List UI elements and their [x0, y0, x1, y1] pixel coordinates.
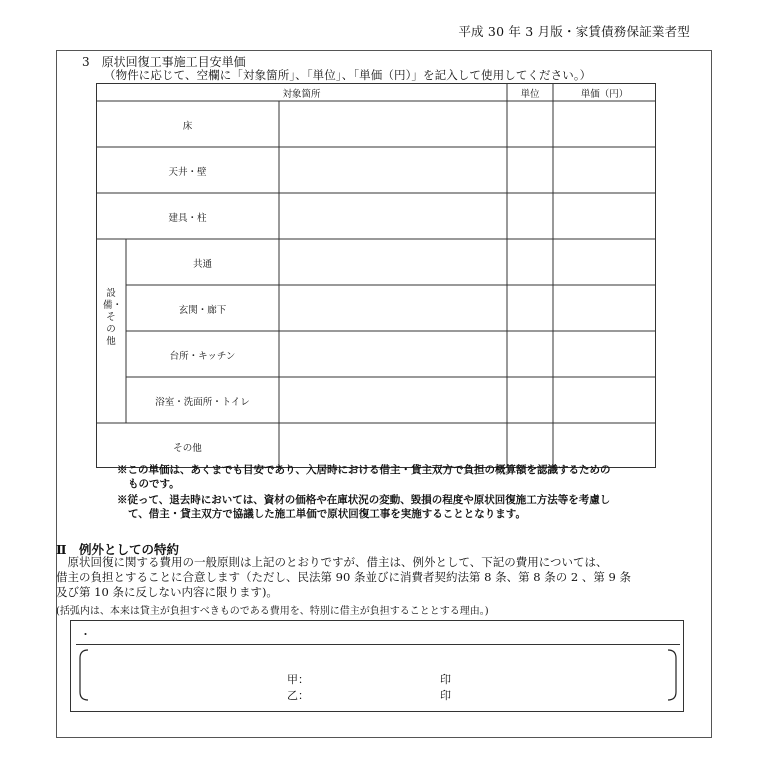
- document-version-header: 平成 30 年 3 月版・家賃債務保証業者型: [458, 24, 690, 39]
- col-header-unit-price: 単価（円）: [580, 89, 629, 100]
- section3-title: 3 原状回復工事施工目安単価: [82, 55, 246, 69]
- clause-bullet: ・: [80, 628, 91, 641]
- row-label-other: その他: [173, 443, 202, 454]
- section2-title: Ⅱ 例外としての特約: [56, 542, 180, 557]
- row-label-entrance-hallway: 玄関・廊下: [178, 305, 227, 316]
- section2-body: 原状回復に関する費用の一般原則は上記のとおりですが、借主は、例外として、下記の費用については、 借主の負担とすることに合意します（ただし、民法第 90 条並びに消費者契約法第 8 条、第 8 条の 2 、第 9 条 及び第 10 条に反しない内容に限ります)。: [56, 555, 631, 599]
- note-1: ※この単価は、あくまでも目安であり、入居時における借主・貸主双方で負担の概算額を認識するための ものです。: [117, 464, 611, 490]
- col-header-unit: 単位: [520, 89, 540, 100]
- col-header-target: 対象箇所: [282, 89, 321, 100]
- party-a-label: 甲：: [287, 673, 309, 686]
- group-label-equipment-other: 設備・その他: [103, 288, 123, 347]
- row-label-ceiling-wall: 天井・壁: [168, 167, 207, 178]
- party-b-seal: 印: [440, 689, 451, 702]
- row-label-common: 共通: [192, 259, 212, 270]
- clause-entry-line[interactable]: [76, 644, 680, 645]
- row-label-bath-washroom-toilet: 浴室・洗面所・トイレ: [155, 397, 250, 408]
- reason-brackets: [76, 648, 680, 702]
- unit-price-table-grid: [96, 83, 656, 468]
- row-label-floor: 床: [182, 121, 193, 132]
- section2-parenthesis-note: (括弧内は、本来は貸主が負担すべきものである費用を、特別に借主が負担することとする理由。): [56, 606, 489, 617]
- section3-instruction: （物件に応じて、空欄に「対象箇所」、「単位」、「単価（円）」を記入して使用してください。）: [104, 68, 592, 82]
- note-2: ※従って、退去時においては、資材の価格や在庫状況の変動、毀損の程度や原状回復施工方法等を考慮し て、借主・貸主双方で協議した施工単価で原状回復工事を実施することとなります。: [117, 494, 611, 520]
- party-b-label: 乙：: [287, 689, 309, 702]
- row-label-kitchen: 台所・キッチン: [169, 351, 236, 362]
- row-label-fittings-pillar: 建具・柱: [168, 213, 207, 224]
- party-a-seal: 印: [440, 673, 451, 686]
